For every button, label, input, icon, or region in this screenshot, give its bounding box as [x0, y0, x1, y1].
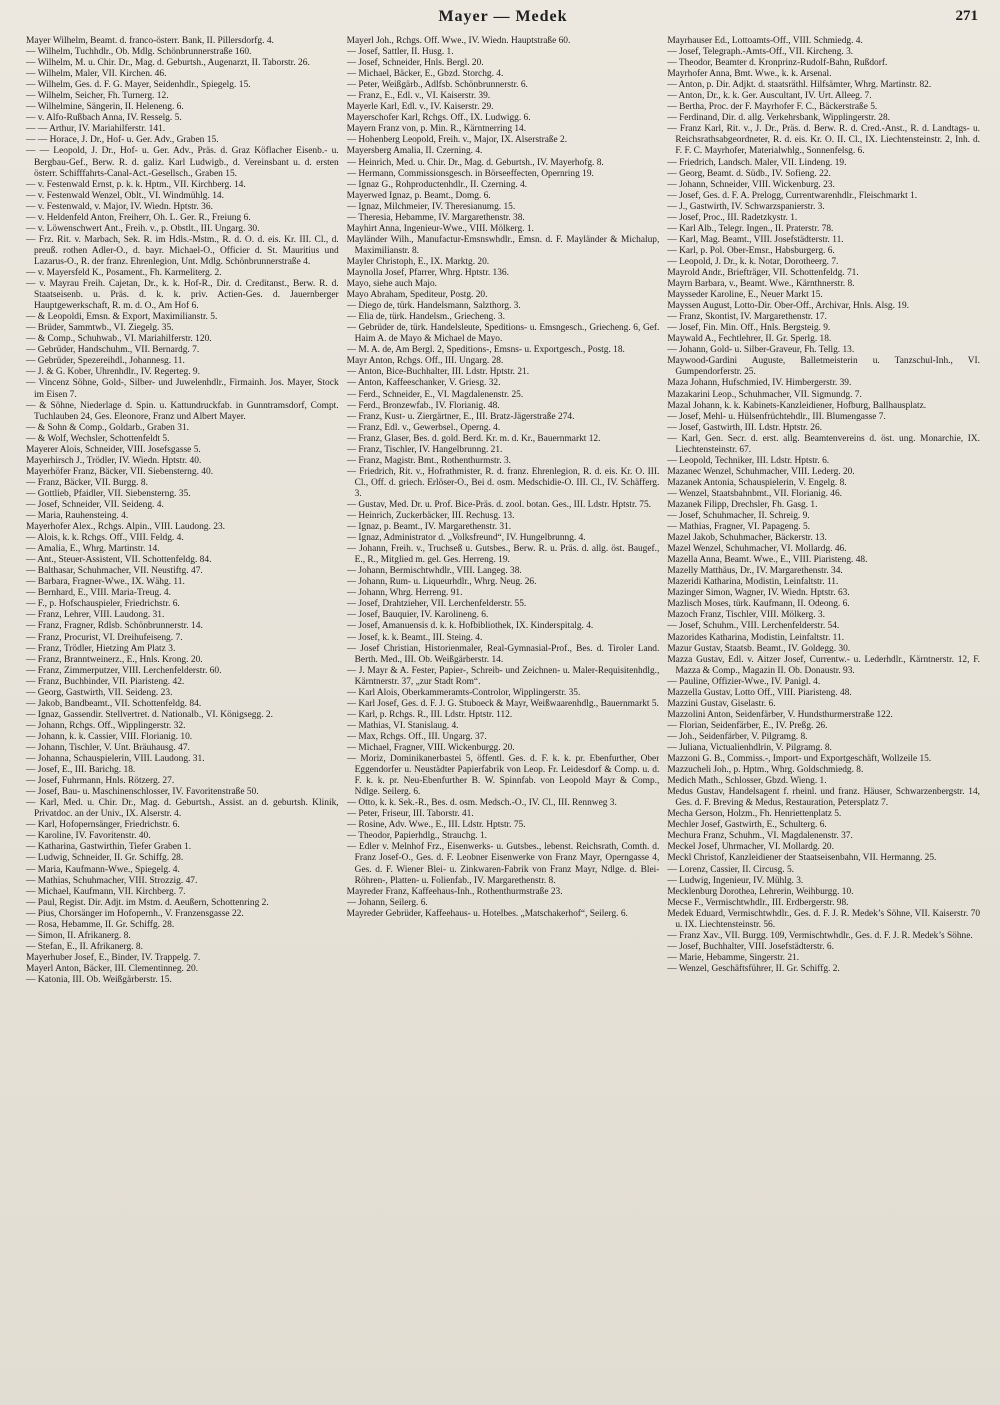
directory-entry: — Franz, Lehrer, VIII. Laudong. 31.: [26, 610, 165, 621]
directory-entry: — v. Löwenschwert Ant., Freih. v., p. Obstlt., III. Ungarg. 30.: [26, 223, 260, 234]
directory-entry: — Johann, Seilerg. 6.: [346, 897, 428, 908]
directory-entry: Mayrold Andr., Briefträger, VII. Schottenfeldg. 71.: [667, 267, 859, 278]
directory-entry: — Ignaz, p. Beamt., IV. Margarethenstr. 31.: [346, 522, 512, 533]
column-1: [26, 36, 339, 1391]
directory-entry: — Franz, Edl. v., Gewerbsel., Operng. 4.: [346, 422, 501, 433]
directory-entry: — Wilhelmine, Sängerin, II. Heleneng. 6.: [26, 102, 184, 113]
directory-entry: — Diego de, türk. Handelsmann, Salzthorg. 3.: [346, 301, 521, 312]
directory-entry: — Otto, k. k. Sek.-R., Bes. d. osm. Medsch.-O., IV. Cl., III. Rennweg 3.: [346, 798, 617, 809]
directory-entry: Mayerhöfer Franz, Bäcker, VII. Siebensterng. 40.: [26, 466, 214, 477]
directory-entry: Mazlisch Moses, türk. Kaufmann, II. Odeong. 6.: [667, 599, 850, 610]
directory-entry: — F., p. Hofschauspieler, Friedrichstr. 6.: [26, 599, 180, 610]
directory-entry: — Josef, Bauquier, IV. Karolineng. 6.: [346, 610, 489, 621]
directory-entry: Mazella Anna, Beamt. Wwe., E., VIII. Piaristeng. 48.: [667, 555, 868, 566]
directory-entry: — Wilhelm, Seicher, Fh. Turnerg. 12.: [26, 91, 169, 102]
directory-entry: — Ludwig, Schneider, II. Gr. Schiffg. 28.: [26, 853, 184, 864]
column-3: [667, 36, 980, 1391]
directory-entry: Mayhirt Anna, Ingenieur-Wwe., VIII. Mölkerg. 1.: [346, 223, 534, 234]
directory-entry: — Mathias, VI. Stanislaug. 4.: [346, 720, 459, 731]
directory-entry: — Josef, Telegraph.-Amts-Off., VII. Kircheng. 3.: [667, 47, 854, 58]
directory-entry: Mayerwed Ignaz, p. Beamt., Domg. 6.: [346, 190, 491, 201]
directory-entry: — Josef, Bau- u. Maschinenschlosser, IV. Favoritenstraße 50.: [26, 787, 259, 798]
directory-entry: — — Arthur, IV. Mariahilferstr. 141.: [26, 124, 166, 135]
directory-entry: — Jakob, Bandbeamt., VII. Schottenfeldg. 84.: [26, 698, 202, 709]
directory-entry: — Barbara, Fragner-Wwe., IX. Wähg. 11.: [26, 577, 185, 588]
directory-entry: — Karl, Med. u. Chir. Dr., Mag. d. Geburtsh., Assist. an d. geburtsh. Klinik, Privatdoc. an der Univ., IX. Alserstr. 4.: [26, 798, 339, 820]
directory-entry: — v. Festenwald Wenzel, Oblt., VI. Windmühlg. 14.: [26, 190, 224, 201]
directory-entry: — Franz, Buchbinder, VII. Piaristeng. 42.: [26, 676, 185, 687]
directory-entry: — Theresia, Hebamme, IV. Margarethenstr. 38.: [346, 212, 525, 223]
directory-entry: — J. & G. Kober, Uhrenhdlr., IV. Regerteg. 9.: [26, 367, 201, 378]
directory-entry: — Simon, II. Afrikanerg. 8.: [26, 930, 131, 941]
directory-entry: — Ignaz, Administrator d. „Volksfreund“, IV. Hungelbrunng. 4.: [346, 533, 586, 544]
directory-entry: — Edler v. Melnhof Frz., Eisenwerks- u. Gutsbes., lebenst. Reichsrath, Comth. d. Franz Josef-O., Ges. d. F. Leobner Eisenwerke von Franz Mayr, Operngasse 4, Ges. d. F. Wiener Blei- u. Zinkwaren-Fabrik von Franz Mayr, Ndlge. d. Blei-Röhren-, Platten- u. Folienfab., IV. Margarethenstr. 8.: [346, 842, 660, 886]
directory-entry: — Karl Josef, Ges. d. F. J. G. Stuboeck & Mayr, Weißwaarenhdlg., Bauernmarkt 5.: [346, 698, 659, 709]
directory-entry: — Franz, Trödler, Hietzing Am Platz 3.: [26, 643, 176, 654]
directory-entry: — Josef, Sattler, II. Husg. 1.: [346, 47, 454, 58]
directory-entry: — v. Heldenfeld Anton, Freiherr, Oh. L. Ger. R., Freiung 6.: [26, 212, 251, 223]
directory-entry: — Mathias, Schuhmacher, VIII. Strozzig. 47.: [26, 875, 198, 886]
directory-entry: — Friedrich, Landsch. Maler, VII. Lindeng. 19.: [667, 157, 847, 168]
directory-entry: — Franz, Branntweinerz., E., Hnls. Krong. 20.: [26, 654, 203, 665]
directory-entry: — Johanna, Schauspielerin, VIII. Laudong. 31.: [26, 754, 205, 765]
directory-entry: — Karl Alois, Oberkammeramts-Controlor, Wipplingerstr. 35.: [346, 687, 581, 698]
directory-entry: — Ferd., Schneider, E., VI. Magdalenenstr. 25.: [346, 389, 524, 400]
directory-entry: — Franz Karl, Rit. v., J. Dr., Präs. d. Berw. R. d. Cred.-Anst., R. d. Landtags- u. Reichsrathsabgeordneter, R. d. eis. Kr. O. II. Cl., IX. Liechtensteinstr. 2, Inh. d. F. F. C. Mayrhofer, Materialwhlg., Sonnenfelsg. 6.: [667, 124, 980, 157]
directory-entry: — Pius, Chorsänger im Hofopernh., V. Franzensgasse 22.: [26, 908, 244, 919]
directory-entry: — Josef, E., III. Barichg. 18.: [26, 765, 136, 776]
directory-entry: — Wenzel, Staatsbahnbmt., VII. Florianig. 46.: [667, 488, 842, 499]
directory-entry: — Hohenberg Leopold, Freih. v., Major, IX. Alserstraße 2.: [346, 135, 568, 146]
directory-entry: — Wilhelm, Tuchhdlr., Ob. Mdlg. Schönbrunnerstraße 160.: [26, 47, 252, 58]
directory-entry: Maywald A., Fechtlehrer, II. Gr. Sperlg. 18.: [667, 334, 832, 345]
directory-entry: — Johann, Whrg. Herreng. 91.: [346, 588, 463, 599]
directory-entry: — Brüder, Sammtwb., VI. Ziegelg. 35.: [26, 323, 174, 334]
directory-entry: — Michael, Bäcker, E., Gbzd. Storchg. 4.: [346, 69, 504, 80]
directory-entry: — Gebrüder, Spezereihdl., Johannesg. 11.: [26, 356, 185, 367]
directory-entry: — Gottlieb, Pfaidler, VII. Siebensterng. 35.: [26, 488, 191, 499]
directory-entry: — Peter, Friseur, III. Taborstr. 41.: [346, 809, 474, 820]
directory-entry: — v. Mayersfeld K., Posament., Fh. Karmeliterg. 2.: [26, 267, 222, 278]
directory-entry: — Juliana, Victualienhdlrin, V. Pilgramg. 8.: [667, 743, 832, 753]
directory-entry: — Stefan, E., II. Afrikanerg. 8.: [26, 941, 143, 952]
directory-entry: — Gebrüder, Handschuhm., VII. Bernardg. 7.: [26, 345, 200, 356]
directory-entry: Mazal Johann, k. k. Kabinets-Kanzleidiener, Hofburg, Ballhausplatz.: [667, 400, 927, 411]
directory-entry: — Leopold, Techniker, III. Ldstr. Hptstr. 6.: [667, 455, 830, 466]
directory-entry: — Bernhard, E., VIII. Maria-Treug. 4.: [26, 588, 171, 599]
directory-entry: — Katharina, Gastwirthin, Tiefer Graben 1.: [26, 842, 192, 853]
directory-entry: — Ludwig, Ingenieur, IV. Mühlg. 3.: [667, 875, 804, 886]
directory-entry: — Josef, Fuhrmann, Hnls. Rötzerg. 27.: [26, 776, 175, 787]
directory-entry: Maysseder Karoline, E., Neuer Markt 15.: [667, 290, 823, 301]
directory-entry: — Johann, k. k. Cassier, VIII. Florianig. 10.: [26, 731, 193, 742]
directory-entry: — Franz, Magistr. Bmt., Rothenthurmstr. 3.: [346, 455, 511, 466]
directory-entry: Mayer Wilhelm, Beamt. d. franco-österr. Bank, II. Pillersdorfg. 4.: [26, 36, 274, 46]
directory-entry: — Franz, Skontist, IV. Margarethenstr. 17.: [667, 312, 827, 323]
directory-entry: Mayo, siehe auch Majo.: [346, 279, 438, 290]
directory-entry: — Theodor, Papierhdlg., Strauchg. 1.: [346, 831, 487, 842]
directory-entry: — Hermann, Commissionsgesch. in Börseeffecten, Opernring 19.: [346, 168, 594, 179]
directory-entry: Mechler Josef, Gastwirth, E., Schulterg. 6.: [667, 820, 827, 831]
directory-entry: — Bertha, Proc. der F. Mayrhofer F. C., Bäckerstraße 5.: [667, 102, 878, 113]
directory-entry: Mazzoni G. B., Commiss.-, Import- und Exportgeschäft, Wollzeile 15.: [667, 754, 932, 765]
directory-entry: — Josef, Buchhalter, VIII. Josefstädterstr. 6.: [667, 941, 834, 952]
directory-entry: — Johann, Rchgs. Off., Wipplingerstr. 32.: [26, 720, 186, 731]
directory-entry: — Josef Christian, Historienmaler, Real-Gymnasial-Prof., Bes. d. Tiroler Land. Berth. Med., III. Ob. Weißgärberstr. 14.: [346, 643, 660, 665]
directory-entry: — Peter, Weißgärb., Adlfsb. Schönbrunnerstr. 6.: [346, 80, 528, 91]
directory-entry: Mayerhuber Josef, E., Binder, IV. Trappelg. 7.: [26, 952, 201, 963]
directory-entry: — Frz. Rit. v. Marbach, Sek. R. im Hdls.-Mstm., R. d. O. d. eis. Kr. III. Cl., d. preuß. rothen Adler-O., d. bayr. Michael-O., Officier d. St. Mauritius und Lazarus-O., R. der franz. Ehrenlegion, Unt. Mdlg. Schönbrunnerstraße 4.: [26, 234, 339, 267]
directory-entry: Mayerschofer Karl, Rchgs. Off., IX. Ludwigg. 6.: [346, 113, 531, 124]
directory-entry: — Karl, p. Pol. Ober-Emsr., Habsburgerg. 6.: [667, 245, 835, 256]
directory-entry: — Wilhelm, Maler, VII. Kirchen. 46.: [26, 69, 167, 80]
directory-entry: — Josef, k. k. Beamt., III. Steing. 4.: [346, 632, 483, 643]
directory-entry: — Josef, Ges. d. F. A. Prelogg, Currentwarenhdlr., Fleischmarkt 1.: [667, 190, 918, 201]
directory-entry: — & Comp., Schuhwab., VI. Mariahilferstr. 120.: [26, 334, 212, 345]
directory-entry: — Rosine, Adv. Wwe., E., III. Ldstr. Hptstr. 75.: [346, 820, 526, 831]
directory-entry: — Anton, Bice-Buchhalter, III. Ldstr. Hptstr. 21.: [346, 367, 530, 378]
directory-entry: Mazoch Franz, Tischler, VIII. Mölkerg. 3.: [667, 610, 825, 621]
directory-entry: — Franz, Glaser, Bes. d. gold. Berd. Kr. m. d. Kr., Bauernmarkt 12.: [346, 433, 601, 444]
directory-entry: — Johann, Schneider, VIII. Wickenburg. 23.: [667, 179, 835, 190]
directory-entry: Mazanek Filipp, Drechsler, Fh. Gasg. 1.: [667, 499, 818, 510]
directory-columns: [26, 36, 980, 1391]
directory-entry: — Franz, Tischler, IV. Hangelbrunng. 21.: [346, 444, 503, 455]
directory-entry: Maywood-Gardini Auguste, Balletmeisterin u. Tanzschul-Inh., VI. Gumpendorferstr. 25.: [667, 356, 980, 378]
directory-entry: — Josef, Schneider, Hnls. Bergl. 20.: [346, 58, 484, 69]
directory-entry: Mayo Abraham, Spediteur, Postg. 20.: [346, 290, 488, 301]
directory-entry: Mazorides Katharina, Modistin, Leinfaltstr. 11.: [667, 632, 845, 643]
directory-entry: — & Söhne, Niederlage d. Spin. u. Kattundruckfab. in Gunntramsdorf, Compt. Tuchlauben 24, Ges. Eleonore, Franz und Albert Mayer.: [26, 400, 339, 422]
directory-entry: Medus Gustav, Handelsagent f. rheinl. und franz. Häuser, Schwarzenbergstr. 14, Ges. d. F. Breving & Medus, Restauration, Petersplatz 7.: [667, 787, 980, 809]
directory-entry: — Karl Alb., Telegr. Ingen., II. Praterstr. 78.: [667, 223, 834, 234]
directory-entry: — Friedrich, Rit. v., Hofrathmister, R. d. franz. Ehrenlegion, R. d. eis. Kr. O. III. Cl., Off. d. griech. Erlöser-O., Bei d. osm. Medschidie-O. III. Cl., IV. Schäfferg. 3.: [346, 466, 660, 499]
directory-entry: Mayersberg Amalia, II. Czerning. 4.: [346, 146, 483, 157]
directory-entry: — Josef, Schuhmacher, II. Schreig. 9.: [667, 511, 810, 522]
directory-entry: Mazel Wenzel, Schuhmacher, VI. Mollardg. 46.: [667, 544, 847, 555]
directory-entry: Mazzella Gustav, Lotto Off., VIII. Piaristeng. 48.: [667, 687, 852, 698]
page-header: [26, 8, 980, 30]
directory-entry: Mayländer Wilh., Manufactur-Emsnswhdlr., Emsn. d. F. Mayländer & Michalup, Maximilianstr. 8.: [346, 234, 660, 256]
directory-entry: — Gustav, Med. Dr. u. Prof. Bice-Präs. d. zool. botan. Ges., III. Ldstr. Hptstr. 75.: [346, 499, 651, 510]
directory-entry: — Heinrich, Zuckerbäcker, III. Rechusg. 13.: [346, 511, 515, 522]
directory-entry: — Franz, Fragner, Rdlsb. Schönbrunnerstr. 14.: [26, 621, 203, 632]
directory-entry: — & Leopoldi, Emsn. & Export, Maximilianstr. 5.: [26, 312, 218, 323]
directory-entry: Mazur Gustav, Staatsb. Beamt., IV. Goldegg. 30.: [667, 643, 851, 654]
column-2: [347, 36, 660, 1391]
directory-entry: — Max, Rchgs. Off., III. Ungarg. 37.: [346, 731, 487, 742]
directory-entry: — Karl, Hofopernsänger, Friedrichstr. 6.: [26, 820, 180, 831]
directory-entry: Mayrhofer Anna, Bmt. Wwe., k. k. Arsenal.: [667, 69, 832, 80]
directory-entry: Mayrn Barbara, v., Beamt. Wwe., Kärnthnerstr. 8.: [667, 279, 855, 290]
directory-entry: — Georg, Gastwirth, VII. Seideng. 23.: [26, 687, 173, 698]
directory-entry: — Marie, Hebamme, Singerstr. 21.: [667, 952, 800, 963]
page-number: 271: [955, 8, 978, 24]
directory-entry: — Anton, Dr., k. k. Ger. Auscultant, IV. Urt. Alleeg. 7.: [667, 91, 872, 102]
directory-entry: Mazza Gustav, Edl. v. Aitzer Josef, Currentw.- u. Lederhdlr., Kärntnerstr. 12, F. Mazza & Comp., Magazin II. Ob. Donaustr. 93.: [667, 654, 980, 676]
directory-entry: Mechura Franz, Schuhm., VI. Magdalenenstr. 37.: [667, 831, 853, 842]
directory-entry: — Anton, Kaffeeschanker, V. Griesg. 32.: [346, 378, 501, 389]
directory-entry: — Katonia, III. Ob. Weißgärberstr. 15.: [26, 974, 172, 985]
directory-entry: Mayr Anton, Rchgs. Off., III. Ungarg. 28.: [346, 356, 504, 367]
directory-entry: Mayern Franz von, p. Min. R., Kärntnerring 14.: [346, 124, 527, 135]
directory-entry: — Johann, Rum- u. Liqueurhdlr., Whrg. Neug. 26.: [346, 577, 537, 588]
directory-entry: Mecha Gerson, Holzm., Fh. Henriettenplatz 5.: [667, 809, 842, 820]
directory-entry: — Franz, Zimmerputzer, VIII. Lerchenfelderstr. 60.: [26, 665, 222, 676]
directory-entry: Meckl Christof, Kanzleidiener der Staatseisenbahn, VII. Hermanng. 25.: [667, 853, 937, 864]
directory-entry: Mayssen August, Lotto-Dir. Ober-Off., Archivar, Hnls. Alsg. 19.: [667, 301, 910, 312]
directory-entry: Mayrhauser Ed., Lottoamts-Off., VIII. Schmiedg. 4.: [667, 36, 863, 46]
directory-entry: — Ignaz, Milchmeier, IV. Theresianumg. 15.: [346, 201, 516, 212]
directory-entry: — Leopold, J. Dr., k. k. Notar, Dorotheerg. 7.: [667, 256, 839, 267]
directory-entry: — Amalia, E., Whrg. Martinstr. 14.: [26, 544, 160, 555]
directory-entry: Mayerle Karl, Edl. v., IV. Kaiserstr. 29.: [346, 102, 494, 113]
directory-entry: — Josef, Fin. Min. Off., Hnls. Bergsteig. 9.: [667, 323, 831, 334]
running-head: Mayer — Medek: [438, 8, 568, 25]
directory-entry: — Franz, E., Edl. v., VI. Kaiserstr. 39.: [346, 91, 491, 102]
directory-entry: — Karl, p. Rchgs. R., III. Ldstr. Hptstr. 112.: [346, 709, 513, 720]
directory-entry: — Ferd., Bronzewfab., IV. Florianig. 48.: [346, 400, 500, 411]
directory-entry: — & Wolf, Wechsler, Schottenfeldt 5.: [26, 433, 170, 444]
directory-entry: Mazanec Wenzel, Schuhmacher, VIII. Lederg. 20.: [667, 466, 855, 477]
directory-entry: — & Sohn & Comp., Goldarb., Graben 31.: [26, 422, 190, 433]
directory-entry: — Lorenz, Cassier, II. Circusg. 5.: [667, 864, 795, 875]
directory-entry: — Josef, Mehl- u. Hülsenfrüchtehdlr., III. Blumengasse 7.: [667, 411, 886, 422]
directory-entry: Mayerhirsch J., Trödler, IV. Wiedn. Hptstr. 40.: [26, 455, 202, 466]
directory-entry: — Josef, Proc., III. Radetzkystr. 1.: [667, 212, 798, 223]
directory-entry: — J., Gastwirth, IV. Schwarzspanierstr. 3.: [667, 201, 825, 212]
directory-entry: — Josef, Schneider, VII. Seideng. 4.: [26, 499, 164, 510]
directory-entry: — Ignaz G., Rohproductenhdlr., II. Czerning. 4.: [346, 179, 528, 190]
directory-entry: — J. Mayr & A. Fester, Papier-, Schreib- und Zeichnen- u. Maler-Requisitenhdlg., Kärntnerstr. 37, „zur Stadt Rom“.: [346, 665, 660, 687]
directory-entry: — Ignaz, Gassendir. Stellvertret. d. Nationalb., VI. Königsegg. 2.: [26, 709, 273, 720]
directory-entry: — Gebrüder de, türk. Handelsleute, Speditions- u. Emsngesch., Griecheng. 6, Gef. Haim A. de Mayo & Michael de Mayo.: [346, 323, 660, 345]
directory-entry: — Rosa, Hebamme, II. Gr. Schiffg. 28.: [26, 919, 175, 930]
directory-entry: — Maria, Kaufmann-Wwe., Spiegelg. 4.: [26, 864, 180, 875]
directory-entry: — Franz, Bäcker, VII. Burgg. 8.: [26, 477, 148, 488]
directory-entry: — Johann, Tischler, V. Unt. Bräuhausg. 47.: [26, 743, 190, 753]
directory-entry: Mayerer Alois, Schneider, VIII. Josefsgasse 5.: [26, 444, 201, 455]
directory-entry: — Moriz, Dominikanerbastei 5, öffentl. Ges. d. F. k. k. pr. Ebenfurther, Ober Eggendorfer u. Neustädter Papierfabrik von Leop. Fr. Leidesdorf & Comp. u. d. F. k. k. pr. Neu-Ebenfurther B. W. Spinnfab. von Leopold Mayr & Comp., Ndlge. Seilerg. 6.: [346, 754, 660, 798]
directory-entry: — Johann, Gold- u. Silber-Graveur, Fh. Tellg. 13.: [667, 345, 855, 356]
directory-entry: Mazakarini Leop., Schuhmacher, VII. Sigmundg. 7.: [667, 389, 862, 400]
directory-entry: — Karl, Gen. Secr. d. erst. allg. Beamtenvereins d. öst. ung. Monarchie, IX. Liechtensteinstr. 67.: [667, 433, 980, 455]
directory-entry: — Theodor, Beamter d. Kronprinz-Rudolf-Bahn, Rußdorf.: [667, 58, 888, 69]
directory-entry: Mazeridi Katharina, Modistin, Leinfaltstr. 11.: [667, 577, 839, 588]
directory-entry: — Michael, Kaufmann, VII. Kirchberg. 7.: [26, 886, 186, 897]
directory-entry: Mayerhofer Alex., Rchgs. Alpin., VIII. Laudong. 23.: [26, 522, 226, 533]
directory-entry: Mecse F., Vermischtwhdlr., III. Erdbergerstr. 98.: [667, 897, 849, 908]
directory-entry: Mazzini Gustav, Giselastr. 6.: [667, 698, 776, 709]
directory-entry: — Josef, Schuhm., VIII. Lerchenfelderstr. 54.: [667, 621, 840, 632]
directory-entry: — Maria, Rauhensteing. 4.: [26, 511, 129, 522]
directory-entry: Mazel Jakob, Schuhmacher, Bäckerstr. 13.: [667, 533, 827, 544]
directory-entry: — Wenzel, Geschäftsführer, II. Gr. Schiffg. 2.: [667, 963, 840, 974]
directory-entry: — Anton, p. Dir. Adjkt. d. staatsräthl. Hilfsämter, Whrg. Martinstr. 82.: [667, 80, 932, 91]
directory-entry: — Alois, k. k. Rchgs. Off., VIII. Feldg. 4.: [26, 533, 184, 544]
directory-entry: — Ferdinand, Dir. d. allg. Verkehrsbank, Wipplingerstr. 28.: [667, 113, 891, 124]
directory-entry: — Josef, Gastwirth, III. Ldstr. Hptstr. 26.: [667, 422, 823, 433]
directory-entry: — Wilhelm, Ges. d. F. G. Mayer, Seidenhdlr., Spiegelg. 15.: [26, 80, 251, 91]
directory-entry: Mecklenburg Dorothea, Lehrerin, Weihburgg. 10.: [667, 886, 854, 897]
directory-entry: Medek Eduard, Vermischtwhdlr., Ges. d. F. J. R. Medek’s Söhne, VII. Kaiserstr. 70 u. IX. Liechtensteinstr. 56.: [667, 908, 980, 930]
directory-entry: — Karoline, IV. Favoritenstr. 40.: [26, 831, 151, 842]
directory-entry: — Mathias, Fragner, VI. Papageng. 5.: [667, 522, 810, 533]
directory-entry: — Josef, Drahtzieher, VII. Lerchenfelderstr. 55.: [346, 599, 527, 610]
directory-entry: Mazinger Simon, Wagner, IV. Wiedn. Hptstr. 63.: [667, 588, 850, 599]
directory-entry: — Wilhelm, M. u. Chir. Dr., Mag. d. Geburtsh., Augenarzt, II. Taborstr. 26.: [26, 58, 310, 69]
directory-entry: — v. Festenwald, v. Major, IV. Wiedn. Hptstr. 36.: [26, 201, 213, 212]
directory-entry: — Franz, Procurist, VI. Dreihufeiseng. 7.: [26, 632, 183, 643]
directory-entry: — — Horace, J. Dr., Hof- u. Ger. Adv., Graben 15.: [26, 135, 219, 146]
directory-entry: — Pauline, Offizier-Wwe., IV. Panigl. 4.: [667, 676, 821, 687]
directory-entry: Maza Johann, Hufschmied, IV. Himbergerstr. 39.: [667, 378, 852, 389]
directory-entry: Mazzolini Anton, Seidenfärber, V. Hundsthurmerstraße 122.: [667, 709, 893, 720]
directory-entry: Maynolla Josef, Pfarrer, Whrg. Hptstr. 136.: [346, 267, 509, 278]
directory-entry: — Florian, Seidenfärber, E., IV. Preßg. 26.: [667, 720, 828, 731]
directory-entry: — Franz Xav., VII. Burgg. 109, Vermischtwhdlr., Ges. d. F. J. R. Medek’s Söhne.: [667, 930, 973, 941]
directory-entry: — Joh., Seidenfärber, V. Pilgramg. 8.: [667, 731, 808, 742]
directory-entry: — Johann, Bermischtwhdlr., VIII. Langeg. 38.: [346, 566, 522, 577]
directory-entry: Meckel Josef, Uhrmacher, VI. Mollardg. 20.: [667, 842, 834, 853]
directory-entry: Mayerl Anton, Bäcker, III. Clementinneg. 20.: [26, 963, 199, 974]
directory-entry: Mayreder Franz, Kaffeehaus-Inh., Rothenthurmstraße 23.: [346, 886, 563, 897]
directory-entry: — v. Alfo-Rußbach Anna, IV. Resselg. 5.: [26, 113, 182, 124]
directory-entry: — v. Mayrau Freih. Cajetan, Dr., k. k. Hof-R., Dir. d. Creditanst., Berw. R. d. Staatseisenb. u. Präs. d. k. k. priv. Actien-Ges. d. Jauernberger Hauptgewerkschaft, R. m. d. O., Am Hof 6.: [26, 279, 339, 312]
directory-entry: — Josef, Amanuensis d. k. k. Hofbibliothek, IX. Kinderspitalg. 4.: [346, 621, 594, 632]
directory-entry: — Franz, Kust- u. Ziergärtner, E., III. Bratz-Jägerstraße 274.: [346, 411, 575, 422]
directory-entry: — Heinrich, Med. u. Chir. Dr., Mag. d. Geburtsh., IV. Mayerhofg. 8.: [346, 157, 604, 168]
directory-entry: — Karl, Mag. Beamt., VIII. Josefstädterstr. 11.: [667, 234, 844, 245]
directory-entry: — Georg, Beamt. d. Südb., IV. Sofieng. 22.: [667, 168, 831, 179]
directory-entry: — v. Festenwald Ernst, p. k. k. Hptm., VII. Kirchberg. 14.: [26, 179, 246, 190]
directory-entry: — Vincenz Söhne, Gold-, Silber- und Juwelenhdlr., Firmainh. Jos. Mayer, Stock im Eisen 7.: [26, 378, 339, 400]
directory-entry: Medich Math., Schlosser, Gbzd. Wieng. 1.: [667, 776, 827, 787]
directory-entry: Mazelly Matthäus, Dr., IV. Margarethenstr. 34.: [667, 566, 843, 577]
directory-entry: Mayreder Gebrüder, Kaffeehaus- u. Hotelbes. „Matschakerhof“, Seilerg. 6.: [346, 908, 628, 919]
directory-entry: — Balthasar, Schuhmacher, VII. Neustiftg. 47.: [26, 566, 203, 577]
directory-entry: — — Leopold, J. Dr., Hof- u. Ger. Adv., Präs. d. Graz Köflacher Eisenb.- u. Bergbau-Gef., Berw. R. d. galiz. Karl Ludwigb., d. Vereinsbant u. d. ersten österr. Schifffahrts-Canal-Act.-Gesellsch., Graben 15.: [26, 146, 339, 179]
directory-entry: Mayerl Joh., Rchgs. Off. Wwe., IV. Wiedn. Hauptstraße 60.: [346, 36, 571, 46]
directory-entry: — Michael, Fragner, VIII. Wickenburgg. 20.: [346, 743, 515, 753]
directory-entry: Mazanek Antonia, Schauspielerin, V. Engelg. 8.: [667, 477, 847, 488]
directory-entry: — M. A. de, Am Bergl. 2, Speditions-, Emsns- u. Exportgesch., Postg. 18.: [346, 345, 625, 356]
directory-entry: Mayler Christoph, E., IX. Marktg. 20.: [346, 256, 490, 267]
directory-entry: — Elia de, türk. Handelsm., Griecheng. 3.: [346, 312, 505, 323]
directory-entry: — Paul, Regist. Dir. Adjt. im Mstm. d. Aeußern, Schottenring 2.: [26, 897, 269, 908]
directory-entry: Mazzucheli Joh., p. Hptm., Whrg. Goldschmiedg. 8.: [667, 765, 864, 776]
directory-entry: — Ant., Steuer-Assistent, VII. Schottenfeldg. 84.: [26, 555, 212, 566]
directory-entry: — Johann, Freih. v., Truchseß u. Gutsbes., Berw. R. u. Präs. d. allg. öst. Baugef., E., R., Mitglied m. gel. Ges. Herreng. 19.: [346, 544, 660, 566]
